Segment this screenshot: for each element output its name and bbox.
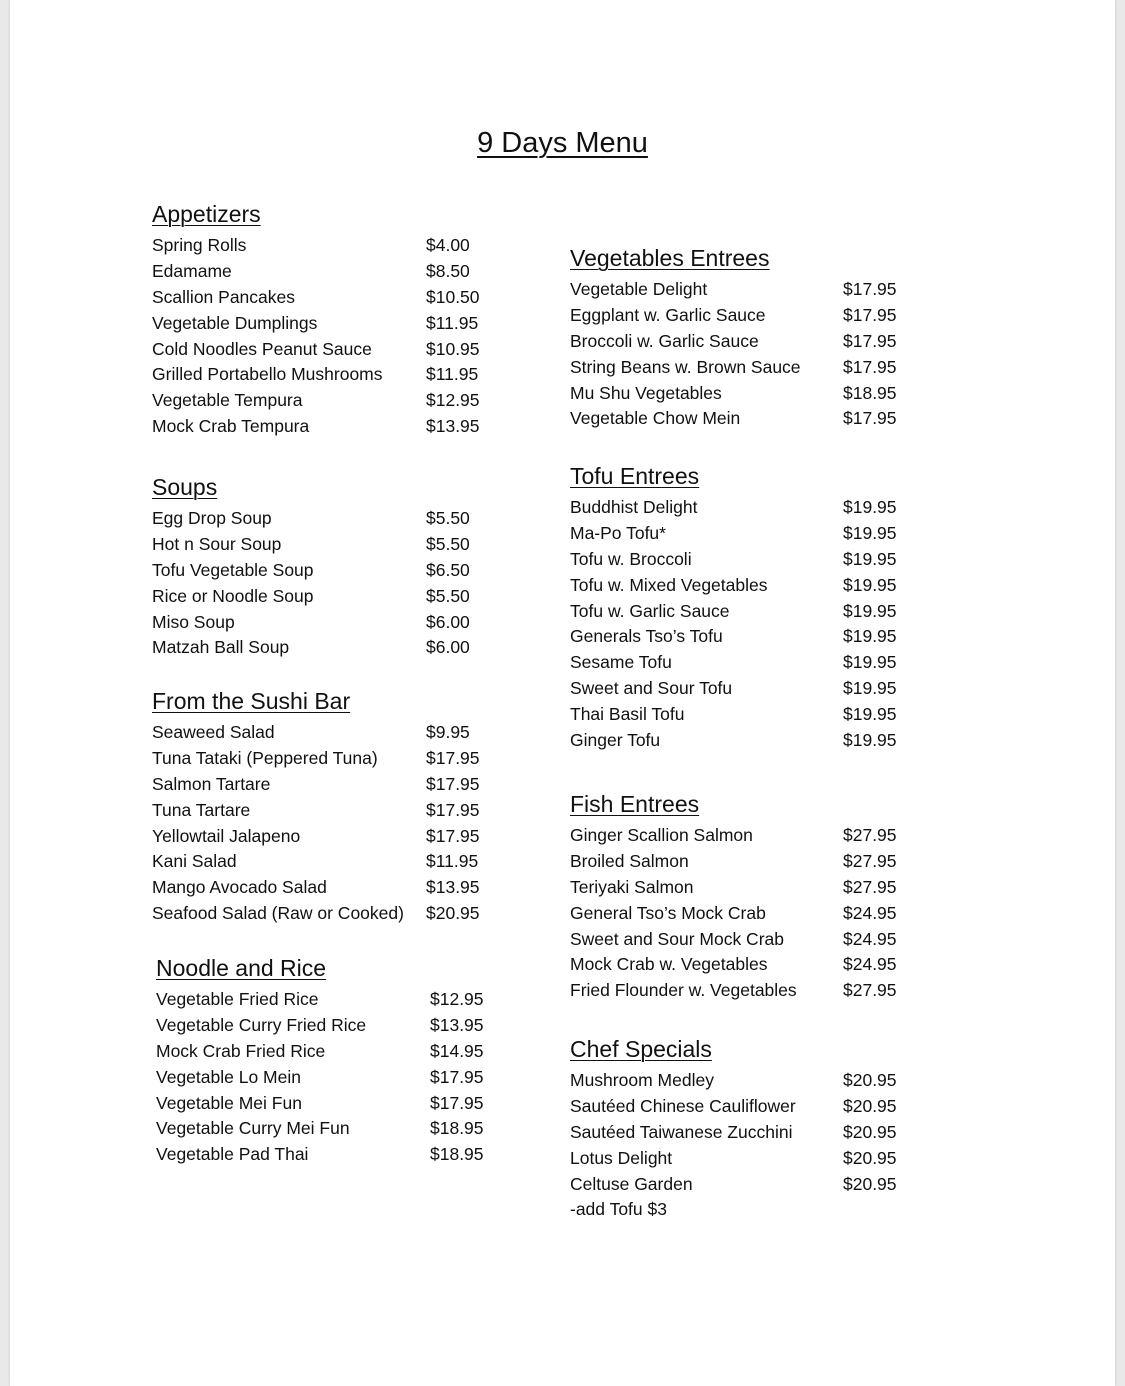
menu-item-price: $20.95 xyxy=(843,1173,897,1194)
menu-item-price: $13.95 xyxy=(426,877,480,898)
menu-item-name: Ma-Po Tofu* xyxy=(570,522,666,543)
section-sushi-bar xyxy=(152,686,480,927)
menu-item-price: $20.95 xyxy=(426,903,480,924)
section-heading: Noodle and Rice xyxy=(156,955,327,981)
menu-item xyxy=(152,584,470,610)
menu-item-price: $19.95 xyxy=(843,704,897,725)
menu-item-price: $13.95 xyxy=(426,416,480,437)
menu-item xyxy=(152,414,480,440)
menu-item-price: $19.95 xyxy=(843,497,897,517)
menu-item-name: Hot n Sour Soup xyxy=(152,533,282,554)
menu-item xyxy=(570,1120,897,1146)
menu-item-price: $18.95 xyxy=(843,382,897,403)
menu-item-price: $17.95 xyxy=(430,1066,484,1087)
menu-item-price: $20.95 xyxy=(843,1070,897,1090)
menu-item xyxy=(570,406,897,432)
menu-item-price: $11.95 xyxy=(426,312,479,333)
menu-item-price: $14.95 xyxy=(430,1040,484,1061)
menu-item-price: $17.95 xyxy=(426,799,480,820)
menu-item xyxy=(156,1116,484,1142)
section-heading: Soups xyxy=(152,474,218,500)
menu-item-price: $10.50 xyxy=(426,286,480,307)
menu-item xyxy=(156,1039,484,1065)
menu-item-price: $13.95 xyxy=(430,1014,484,1035)
menu-item-price: $27.95 xyxy=(843,980,897,1001)
menu-item xyxy=(152,772,480,798)
menu-item-price: $6.00 xyxy=(426,637,470,658)
menu-item xyxy=(570,521,897,547)
menu-item-name: Miso Soup xyxy=(152,611,235,632)
menu-item-name: Rice or Noodle Soup xyxy=(152,585,314,606)
menu-item-price: $27.95 xyxy=(843,876,897,897)
menu-item-name: Seafood Salad (Raw or Cooked) xyxy=(152,903,404,924)
menu-item-name: Vegetable Delight xyxy=(570,279,708,299)
menu-item xyxy=(152,388,480,414)
menu-item-name: Vegetable Curry Mei Fun xyxy=(156,1118,350,1139)
menu-item-price: $17.95 xyxy=(430,1092,484,1113)
menu-item-price: $27.95 xyxy=(843,825,897,845)
menu-item-price: $17.95 xyxy=(426,773,480,794)
menu-item-name: Scallion Pancakes xyxy=(152,286,295,307)
menu-item xyxy=(152,901,480,927)
menu-item-price: $19.95 xyxy=(843,626,897,647)
menu-item-name: Broccoli w. Garlic Sauce xyxy=(570,330,759,351)
menu-item-name: Vegetable Chow Mein xyxy=(570,408,741,429)
menu-item-price: $19.95 xyxy=(843,678,897,699)
menu-item xyxy=(570,927,897,953)
menu-item-name: Spring Rolls xyxy=(152,235,247,255)
menu-item-name: Tofu w. Mixed Vegetables xyxy=(570,574,768,595)
menu-item-name: Vegetable Lo Mein xyxy=(156,1066,301,1087)
menu-item xyxy=(152,506,470,532)
menu-item xyxy=(570,277,897,303)
menu-item-name: Grilled Portabello Mushrooms xyxy=(152,364,383,385)
menu-item-name: Buddhist Delight xyxy=(570,497,698,517)
menu-item-name: Mushroom Medley xyxy=(570,1070,714,1090)
menu-item xyxy=(570,676,897,702)
section-vegetables-entrees xyxy=(570,243,897,432)
menu-item-price: $11.95 xyxy=(426,364,479,385)
section-heading: Appetizers xyxy=(152,201,261,227)
menu-item-price: $17.95 xyxy=(843,330,897,351)
menu-item-name: General Tso’s Mock Crab xyxy=(570,902,766,923)
menu-item-price: $11.95 xyxy=(426,851,479,872)
menu-item xyxy=(570,1068,897,1094)
menu-item-price: $17.95 xyxy=(843,356,897,377)
menu-item-name: Yellowtail Jalapeno xyxy=(152,825,301,846)
section-heading: Tofu Entrees xyxy=(570,463,700,489)
menu-item-price: $8.50 xyxy=(426,260,470,281)
menu-item xyxy=(152,259,470,285)
menu-item-price: $24.95 xyxy=(843,902,897,923)
menu-item xyxy=(570,573,897,599)
menu-title: 9 Days Menu xyxy=(477,127,648,159)
menu-item-price: $19.95 xyxy=(843,548,897,569)
menu-item xyxy=(156,1065,484,1091)
menu-item-name: String Beans w. Brown Sauce xyxy=(570,356,801,377)
menu-item-name: Vegetable Tempura xyxy=(152,390,303,411)
menu-item xyxy=(570,978,897,1004)
menu-item-price: $19.95 xyxy=(843,600,897,621)
menu-item xyxy=(570,901,897,927)
menu-item-name: Edamame xyxy=(152,260,232,281)
menu-item-name: Vegetable Pad Thai xyxy=(156,1144,309,1165)
menu-item xyxy=(152,532,470,558)
menu-item-name: Vegetable Curry Fried Rice xyxy=(156,1014,367,1035)
menu-item xyxy=(152,824,480,850)
menu-item-name: Mu Shu Vegetables xyxy=(570,382,722,403)
menu-item xyxy=(152,635,470,661)
menu-item xyxy=(152,558,470,584)
menu-item-price: $6.00 xyxy=(426,611,470,632)
menu-item xyxy=(570,303,897,329)
menu-item xyxy=(570,1172,897,1198)
menu-item-name: Sweet and Sour Mock Crab xyxy=(570,928,784,949)
section-heading: Fish Entrees xyxy=(570,791,700,817)
menu-item-name: Thai Basil Tofu xyxy=(570,704,685,725)
menu-item-price: $17.95 xyxy=(843,408,897,429)
menu-item xyxy=(152,875,480,901)
menu-item-name: Sesame Tofu xyxy=(570,652,672,673)
menu-item-name: Vegetable Mei Fun xyxy=(156,1092,302,1113)
menu-item-name: Cold Noodles Peanut Sauce xyxy=(152,338,372,359)
menu-item-name: Teriyaki Salmon xyxy=(570,876,694,897)
menu-item-name: Egg Drop Soup xyxy=(152,508,272,528)
menu-item xyxy=(570,702,897,728)
section-appetizers xyxy=(152,199,480,440)
menu-item-name: Lotus Delight xyxy=(570,1147,673,1168)
menu-item-price: $19.95 xyxy=(843,730,897,751)
section-soups xyxy=(152,472,470,661)
menu-item-price: $27.95 xyxy=(843,850,897,871)
menu-item-name: Fried Flounder w. Vegetables xyxy=(570,980,797,1001)
menu-item-name: Tuna Tataki (Peppered Tuna) xyxy=(152,747,378,768)
section-heading: From the Sushi Bar xyxy=(152,688,351,714)
menu-item-price: $18.95 xyxy=(430,1118,484,1139)
section-fish-entrees xyxy=(570,789,897,1004)
menu-item xyxy=(152,798,480,824)
menu-item-name: Sautéed Chinese Cauliflower xyxy=(570,1095,796,1116)
menu-item xyxy=(570,1146,897,1172)
menu-item-name: Generals Tso’s Tofu xyxy=(570,626,723,647)
menu-item-price: $20.95 xyxy=(843,1121,897,1142)
menu-item-price: $6.50 xyxy=(426,559,470,580)
menu-item-price: $5.50 xyxy=(426,585,470,606)
section-chef-specials xyxy=(570,1034,897,1223)
section-tofu-entrees xyxy=(570,461,897,754)
menu-item xyxy=(570,329,897,355)
menu-item-name: Mock Crab Tempura xyxy=(152,416,310,437)
menu-item xyxy=(156,1142,484,1168)
menu-item xyxy=(570,547,897,573)
menu-item-name: Seaweed Salad xyxy=(152,722,275,742)
menu-item-price: $5.50 xyxy=(426,508,470,528)
menu-item xyxy=(570,650,897,676)
menu-item xyxy=(570,355,897,381)
menu-item xyxy=(152,610,470,636)
menu-item-name: Tofu w. Garlic Sauce xyxy=(570,600,730,621)
menu-item xyxy=(152,233,470,259)
menu-item-price: $10.95 xyxy=(426,338,480,359)
menu-item-name: Mock Crab w. Vegetables xyxy=(570,954,768,975)
menu-item-price: $9.95 xyxy=(426,722,470,742)
menu-item-price: $20.95 xyxy=(843,1095,897,1116)
menu-item xyxy=(570,599,897,625)
menu-item xyxy=(570,728,897,754)
menu-item-price: $24.95 xyxy=(843,954,897,975)
menu-item-name: Vegetable Dumplings xyxy=(152,312,318,333)
menu-item-price: $17.95 xyxy=(426,747,480,768)
menu-item xyxy=(152,362,479,388)
menu-item-name: Broiled Salmon xyxy=(570,850,689,871)
menu-item-name: Mock Crab Fried Rice xyxy=(156,1040,326,1061)
menu-item xyxy=(570,875,897,901)
menu-item xyxy=(152,311,479,337)
menu-item-name: Vegetable Fried Rice xyxy=(156,989,319,1009)
menu-item xyxy=(570,1094,897,1120)
menu-item-name: Tofu w. Broccoli xyxy=(570,548,692,569)
menu-item-name: Sautéed Taiwanese Zucchini xyxy=(570,1121,793,1142)
menu-item-name: Ginger Scallion Salmon xyxy=(570,825,753,845)
menu-item-price: $17.95 xyxy=(843,279,897,299)
menu-item xyxy=(570,495,897,521)
menu-item xyxy=(152,849,479,875)
menu-item-name: Matzah Ball Soup xyxy=(152,637,290,658)
menu-item-price: $12.95 xyxy=(426,390,480,411)
menu-item xyxy=(152,337,480,363)
menu-item xyxy=(570,952,897,978)
menu-item-price: $19.95 xyxy=(843,574,897,595)
menu-item xyxy=(156,1091,484,1117)
menu-item-price: $12.95 xyxy=(430,989,484,1009)
menu-item xyxy=(152,285,480,311)
menu-item-price: $17.95 xyxy=(843,304,897,325)
menu-item-name: Tuna Tartare xyxy=(152,799,251,820)
menu-item-name: Kani Salad xyxy=(152,851,237,872)
menu-item xyxy=(570,381,897,407)
section-noodle-rice xyxy=(156,953,484,1168)
menu-item-name: Eggplant w. Garlic Sauce xyxy=(570,304,766,325)
menu-item xyxy=(156,1013,484,1039)
menu-item xyxy=(570,624,897,650)
menu-item-name: Celtuse Garden xyxy=(570,1173,693,1194)
menu-item-name: Salmon Tartare xyxy=(152,773,271,794)
menu-item-name: Tofu Vegetable Soup xyxy=(152,559,314,580)
menu-item-price: $4.00 xyxy=(426,235,470,255)
menu-item xyxy=(570,823,897,849)
menu-item-price: $24.95 xyxy=(843,928,897,949)
menu-item-price: $18.95 xyxy=(430,1144,484,1165)
menu-note: -add Tofu $3 xyxy=(570,1199,667,1220)
section-heading: Chef Specials xyxy=(570,1036,712,1062)
menu-item xyxy=(152,746,480,772)
menu-item-name: Ginger Tofu xyxy=(570,730,661,751)
menu-item-price: $17.95 xyxy=(426,825,480,846)
section-heading: Vegetables Entrees xyxy=(570,245,770,271)
menu-item-price: $5.50 xyxy=(426,533,470,554)
menu-item-name: Sweet and Sour Tofu xyxy=(570,678,733,699)
menu-item-price: $20.95 xyxy=(843,1147,897,1168)
menu-item-name: Mango Avocado Salad xyxy=(152,877,327,898)
menu-item xyxy=(570,849,897,875)
menu-item-price: $19.95 xyxy=(843,652,897,673)
menu-item xyxy=(152,720,470,746)
menu-item xyxy=(156,987,484,1013)
menu-item-price: $19.95 xyxy=(843,522,897,543)
